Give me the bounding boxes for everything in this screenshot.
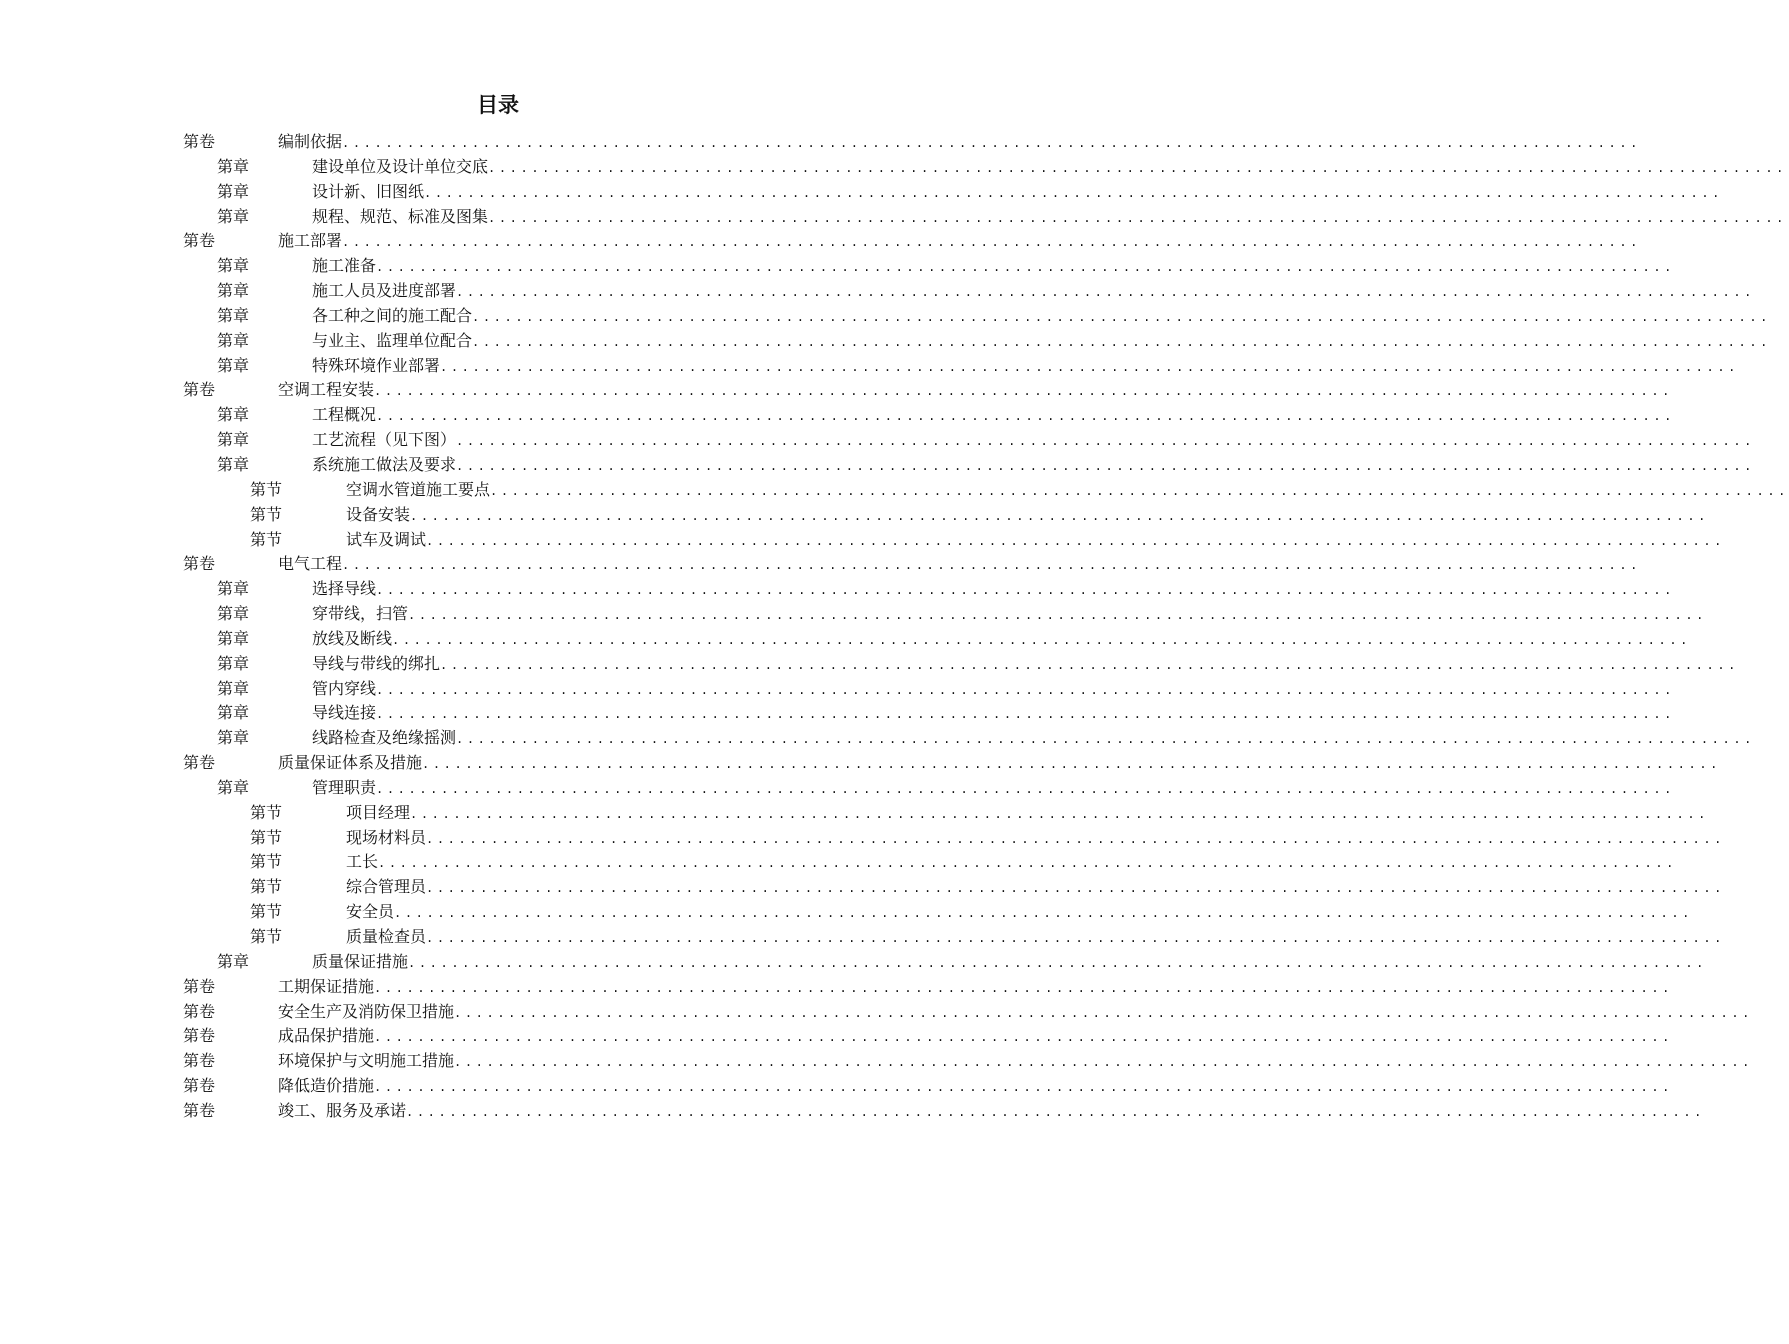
toc-entry-line <box>278 130 1641 156</box>
toc-entry-volume <box>0 975 1673 1000</box>
toc-entry-text: 试车及调试 <box>346 529 427 549</box>
toc-entry-line <box>312 453 1755 479</box>
toc-entry-label: 第章 <box>217 156 250 176</box>
toc-leader-dots: ........................................................................................................................ <box>456 458 1755 473</box>
toc-leader-dots: ........................................................................................................................ <box>410 508 1709 523</box>
toc-entry-line <box>278 1000 1753 1026</box>
toc-entry-text: 各工种之间的施工配合 <box>312 305 473 325</box>
toc-leader-dots: ........................................................................................................................ <box>426 831 1725 846</box>
toc-entry-text: 竣工、服务及承诺 <box>278 1100 407 1120</box>
toc-entry-volume <box>0 229 1641 254</box>
toc-entry-text: 导线与带线的绑扎 <box>312 653 441 673</box>
toc-entry-label: 第卷 <box>183 1076 216 1096</box>
toc-entry-label: 第章 <box>217 430 250 450</box>
toc-entry-line <box>312 950 1707 976</box>
toc-leader-dots: ........................................................................................................................ <box>342 136 1641 150</box>
toc-entry-label: 第章 <box>217 728 250 748</box>
toc-entry-line <box>312 180 1723 206</box>
toc-entry-chapter <box>0 652 1739 677</box>
toc-entry-text: 与业主、监理单位配合 <box>312 330 473 350</box>
toc-leader-dots: ........................................................................................................................ <box>408 608 1707 623</box>
toc-entry-label: 第卷 <box>183 1051 216 1071</box>
toc-entry-text: 质量检查员 <box>346 927 427 946</box>
toc-entry-label: 第章 <box>217 305 250 325</box>
toc-entry-chapter <box>0 254 1675 279</box>
toc-leader-dots: ........................................................................................................................ <box>376 707 1675 722</box>
toc-entry-label: 第节 <box>250 877 283 897</box>
toc-entry-chapter <box>0 453 1755 478</box>
toc-entry-label: 第章 <box>217 256 250 276</box>
toc-entry-chapter <box>0 627 1691 652</box>
toc-entry-label: 第章 <box>217 604 250 624</box>
toc-leader-dots: ........................................................................................................................ <box>376 260 1675 275</box>
toc-entry-text: 穿带线，扫管 <box>312 604 409 624</box>
toc-leader-dots: ........................................................................................................................ <box>342 235 1641 250</box>
toc-entry-line <box>312 254 1675 280</box>
toc-entry-label: 第卷 <box>183 753 216 773</box>
toc-entry-label: 第节 <box>250 827 283 847</box>
toc-leader-dots: ........................................................................................................................ <box>374 980 1673 995</box>
toc-entry-text: 管内穿线 <box>312 678 377 698</box>
toc-leader-dots: ........................................................................................................................ <box>408 955 1707 970</box>
toc-entry-volume <box>0 378 1673 403</box>
toc-entry-label: 第卷 <box>183 976 216 996</box>
toc-entry-text: 规程、规范、标准及图集 <box>312 206 489 226</box>
toc-entry-section <box>0 503 1709 528</box>
toc-entry-label: 第卷 <box>183 132 216 151</box>
toc-entry-text: 安全生产及消防保卫措施 <box>278 1001 455 1021</box>
toc-entry-text: 空调水管道施工要点 <box>346 479 491 499</box>
toc-entry-text: 工长 <box>346 852 379 872</box>
toc-entry-chapter <box>0 279 1755 304</box>
toc-entry-text: 现场材料员 <box>346 827 427 847</box>
toc-entry-line <box>278 1099 1705 1125</box>
toc-entry-line <box>312 428 1755 454</box>
toc-leader-dots: ........................................................................................................................ <box>374 1080 1673 1095</box>
toc-entry-label: 第章 <box>217 330 250 350</box>
toc-entry-label: 第卷 <box>183 231 216 251</box>
toc-entry-label: 第章 <box>217 628 250 648</box>
toc-entry-chapter <box>0 701 1675 726</box>
toc-entry-label: 第章 <box>217 454 250 474</box>
toc-entry-text: 工程概况 <box>312 405 377 425</box>
toc-entry-line <box>312 577 1675 603</box>
toc-entry-line <box>312 776 1675 802</box>
toc-entry-text: 管理职责 <box>312 777 377 797</box>
toc-entry-text: 环境保护与文明施工措施 <box>278 1051 455 1071</box>
toc-entry-label: 第章 <box>217 678 250 698</box>
toc-leader-dots: ........................................................................................................................ <box>374 384 1673 399</box>
toc-leader-dots: ........................................................................................................................ <box>422 757 1721 772</box>
toc-leader-dots: ........................................................................................................................ <box>406 1104 1705 1119</box>
toc-entry-text: 降低造价措施 <box>278 1076 375 1096</box>
toc-leader-dots: ........................................................................................................................ <box>342 558 1641 573</box>
toc-entry-text: 安全员 <box>346 902 395 922</box>
toc-leader-dots: ........................................................................................................................ <box>426 533 1725 548</box>
toc-entry-label: 第卷 <box>183 1001 216 1021</box>
toc-entry-label: 第章 <box>217 405 250 425</box>
toc-entry-chapter <box>0 677 1675 702</box>
toc-entry-chapter <box>0 180 1723 205</box>
toc-entry-text: 成品保护措施 <box>278 1026 375 1046</box>
toc-entry-label: 第节 <box>250 802 283 822</box>
toc-entry-line <box>312 304 1771 330</box>
toc-entry-text: 设计新、旧图纸 <box>312 181 425 201</box>
toc-leader-dots: ........................................................................................................................ <box>456 434 1755 449</box>
toc-leader-dots: ........................................................................................................................ <box>440 657 1739 672</box>
toc-entry-line <box>312 652 1739 678</box>
toc-entry-text: 施工部署 <box>278 231 343 251</box>
toc-leader-dots: ........................................................................................................................ <box>392 632 1691 647</box>
toc-entry-label: 第节 <box>250 852 283 872</box>
toc-entry-chapter <box>0 776 1675 801</box>
toc-entry-line <box>278 552 1641 578</box>
toc-leader-dots: ........................................................................................................................ <box>426 931 1725 945</box>
toc-entry-section <box>0 900 1693 925</box>
toc-leader-dots: ........................................................................................................................ <box>454 1005 1753 1020</box>
toc-leader-dots: ........................................................................................................................ <box>376 583 1675 598</box>
toc-entry-line <box>312 403 1675 429</box>
toc-entry-line <box>312 155 1787 181</box>
toc-leader-dots: ........................................................................................................................ <box>424 185 1723 200</box>
toc-leader-dots: ........................................................................................................................ <box>488 210 1787 225</box>
toc-entry-label: 第节 <box>250 927 283 946</box>
toc-entry-text: 质量保证体系及措施 <box>278 753 423 773</box>
toc-entry-text: 空调工程安装 <box>278 380 375 400</box>
toc-leader-dots: ........................................................................................................................ <box>376 409 1675 424</box>
toc-entry-text: 电气工程 <box>278 554 343 574</box>
toc-entry-line <box>278 975 1673 1001</box>
toc-entry-label: 第章 <box>217 281 250 301</box>
toc-entry-text: 设备安装 <box>346 504 411 524</box>
toc-entry-text: 放线及断线 <box>312 628 393 648</box>
toc-entry-text: 综合管理员 <box>346 877 427 897</box>
toc-entry-line <box>278 751 1721 777</box>
toc-entry-label: 第章 <box>217 355 250 375</box>
toc-entry-text: 线路检查及绝缘摇测 <box>312 728 457 748</box>
toc-entry-chapter <box>0 329 1771 354</box>
toc-entry-volume <box>0 1099 1705 1124</box>
toc-entry-chapter <box>0 205 1787 230</box>
toc-entry-line <box>278 1024 1673 1050</box>
toc-entry-line <box>312 726 1755 752</box>
toc-entry-label: 第节 <box>250 529 283 549</box>
toc-entry-chapter <box>0 428 1755 453</box>
toc-leader-dots: ........................................................................................................................ <box>472 309 1771 324</box>
toc-entry-label: 第章 <box>217 181 250 201</box>
toc-leader-dots: ........................................................................................................................ <box>440 359 1739 374</box>
toc-entry-chapter <box>0 304 1771 329</box>
toc-entry-section <box>0 875 1725 900</box>
toc-entry-line <box>312 627 1691 653</box>
toc-entry-volume <box>0 1024 1673 1049</box>
toc-entry-label: 第卷 <box>183 1100 216 1120</box>
toc-entry-line <box>278 1049 1753 1075</box>
toc-entry-chapter <box>0 726 1755 751</box>
toc-entry-line <box>312 329 1771 355</box>
toc-entry-section <box>0 925 1725 950</box>
toc-entry-label: 第章 <box>217 206 250 226</box>
toc-entry-label: 第卷 <box>183 554 216 574</box>
toc-entry-text: 工艺流程（见下图） <box>312 430 457 450</box>
toc-entry-line <box>346 925 1725 951</box>
toc-entry-text: 工期保证措施 <box>278 976 375 996</box>
toc-title: 目录 <box>477 93 519 117</box>
toc-entry-section <box>0 826 1725 851</box>
toc-entry-text: 导线连接 <box>312 703 377 723</box>
toc-entry-volume <box>0 1074 1673 1099</box>
toc-entry-line <box>312 354 1739 380</box>
toc-entry-text: 编制依据 <box>278 132 343 151</box>
toc-entry-text: 施工准备 <box>312 256 377 276</box>
toc-entry-line <box>312 602 1707 628</box>
toc-entry-line <box>346 528 1725 554</box>
toc-entry-line <box>346 826 1725 852</box>
toc-entry-line <box>346 850 1677 876</box>
toc-entry-volume <box>0 751 1721 776</box>
toc-entry-line <box>312 677 1675 703</box>
toc-entry-chapter <box>0 155 1787 180</box>
toc-entry-label: 第卷 <box>183 1026 216 1046</box>
toc-entry-line <box>346 801 1709 827</box>
toc-leader-dots: ........................................................................................................................ <box>456 732 1755 747</box>
toc-leader-dots: ........................................................................................................................ <box>376 682 1675 697</box>
toc-entry-label: 第卷 <box>183 380 216 400</box>
toc-entry-label: 第章 <box>217 653 250 673</box>
toc-entry-text: 特殊环境作业部署 <box>312 355 441 375</box>
toc-entry-chapter <box>0 403 1675 428</box>
toc-entry-volume <box>0 130 1641 155</box>
toc-entry-label: 第章 <box>217 579 250 599</box>
toc-leader-dots: ........................................................................................................................ <box>488 160 1787 175</box>
toc-leader-dots: ........................................................................................................................ <box>454 1055 1753 1070</box>
toc-entry-text: 施工人员及进度部署 <box>312 281 457 301</box>
toc-entry-label: 第章 <box>217 777 250 797</box>
toc-entry-text: 建设单位及设计单位交底 <box>312 156 489 176</box>
toc-entry-chapter <box>0 354 1739 379</box>
toc-entry-volume <box>0 1049 1753 1074</box>
toc-entry-section <box>0 528 1725 553</box>
toc-entry-label: 第节 <box>250 504 283 524</box>
toc-entry-line <box>312 279 1755 305</box>
toc-entry-text: 项目经理 <box>346 802 411 822</box>
toc-entry-text: 质量保证措施 <box>312 951 409 971</box>
toc-leader-dots: ........................................................................................................................ <box>378 856 1677 871</box>
toc-entry-line <box>312 205 1787 231</box>
toc-leader-dots: ........................................................................................................................ <box>456 285 1755 300</box>
toc-entry-section <box>0 801 1709 826</box>
toc-entry-line <box>346 900 1693 926</box>
toc-leader-dots: ........................................................................................................................ <box>376 781 1675 796</box>
toc-entry-section <box>0 478 1789 503</box>
toc-entry-line <box>312 701 1675 727</box>
toc-list <box>0 130 1789 1124</box>
toc-entry-section <box>0 850 1677 875</box>
toc-leader-dots: ........................................................................................................................ <box>410 806 1709 821</box>
toc-entry-line <box>346 503 1709 529</box>
toc-entry-label: 第节 <box>250 902 283 922</box>
toc-entry-text: 系统施工做法及要求 <box>312 454 457 474</box>
toc-entry-line <box>346 478 1789 504</box>
toc-entry-line <box>278 378 1673 404</box>
toc-entry-label: 第章 <box>217 703 250 723</box>
toc-entry-volume <box>0 1000 1753 1025</box>
toc-entry-volume <box>0 552 1641 577</box>
toc-leader-dots: ........................................................................................................................ <box>490 483 1789 498</box>
toc-leader-dots: ........................................................................................................................ <box>394 906 1693 921</box>
toc-entry-label: 第章 <box>217 951 250 971</box>
toc-entry-line <box>278 1074 1673 1100</box>
toc-entry-text: 选择导线 <box>312 579 377 599</box>
toc-leader-dots: ........................................................................................................................ <box>426 881 1725 896</box>
toc-entry-label: 第节 <box>250 479 283 499</box>
toc-entry-line <box>278 229 1641 255</box>
toc-entry-chapter <box>0 950 1707 975</box>
toc-leader-dots: ........................................................................................................................ <box>472 334 1771 349</box>
toc-entry-line <box>346 875 1725 901</box>
toc-entry-chapter <box>0 602 1707 627</box>
toc-leader-dots: ........................................................................................................................ <box>374 1030 1673 1045</box>
toc-entry-chapter <box>0 577 1675 602</box>
